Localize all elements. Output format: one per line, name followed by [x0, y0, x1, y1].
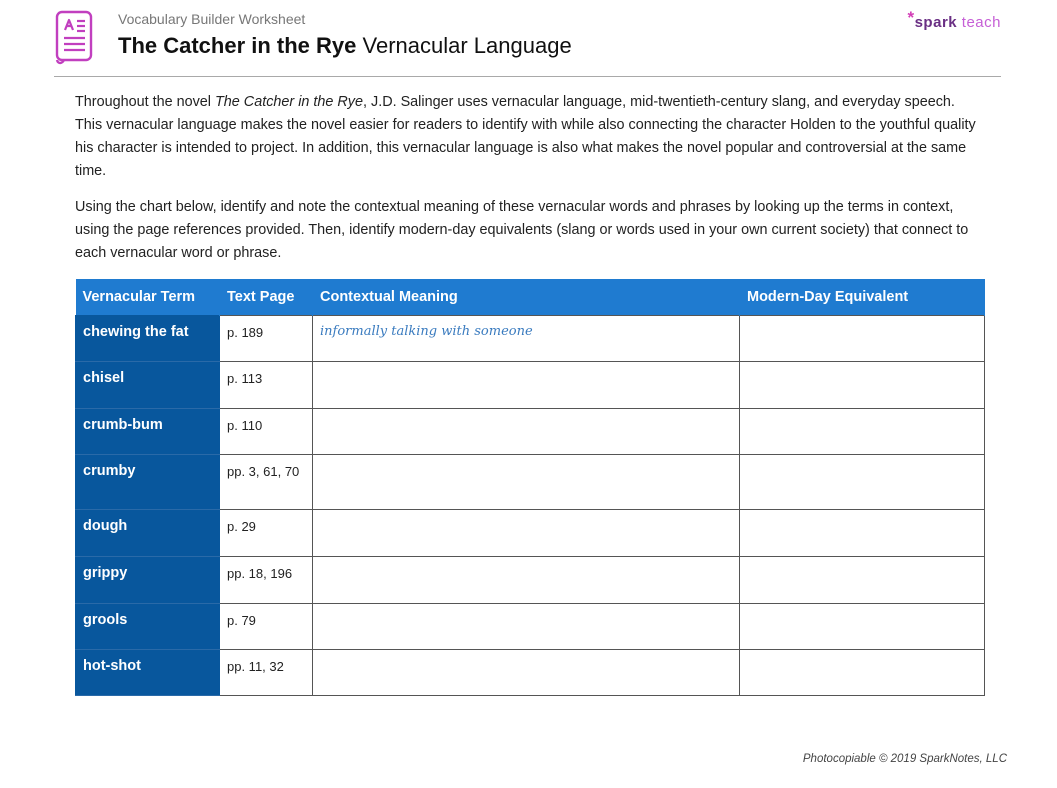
- meaning-cell[interactable]: [313, 455, 740, 510]
- title-suffix: Vernacular Language: [356, 33, 572, 58]
- brand-teach: teach: [961, 14, 1001, 31]
- worksheet-kicker: Vocabulary Builder Worksheet: [118, 11, 306, 27]
- table-row: [76, 409, 985, 455]
- brand-spark: spark: [914, 14, 958, 31]
- modern-cell[interactable]: [740, 316, 985, 362]
- table-row: [76, 362, 985, 409]
- header-text-page: Text Page: [220, 279, 313, 316]
- term-cell: chisel: [76, 362, 220, 409]
- intro-p1-rest: , J.D. Salinger uses vernacular language, mid-twentieth-century slang, and everyday speech. This vernacular language makes the novel easier for readers to identify with while also connecting the character Holden to the youthful quality his character is intended to project. In addition, this vernacular language is also what makes the novel popular and controversial at the same time.: [75, 94, 976, 179]
- page-cell: p. 189: [220, 316, 313, 362]
- modern-cell[interactable]: [740, 604, 985, 650]
- meaning-cell[interactable]: [313, 510, 740, 557]
- page-cell: pp. 3, 61, 70: [220, 455, 313, 510]
- page-title: [118, 33, 572, 59]
- meaning-cell[interactable]: [313, 409, 740, 455]
- meaning-cell[interactable]: [313, 362, 740, 409]
- page-cell: p. 110: [220, 409, 313, 455]
- vocabulary-table: [75, 279, 985, 696]
- header-contextual-meaning: Contextual Meaning: [313, 279, 740, 316]
- term-cell: crumb-bum: [76, 409, 220, 455]
- meaning-cell[interactable]: [313, 557, 740, 604]
- term-cell: hot-shot: [76, 650, 220, 696]
- table-row: [76, 650, 985, 696]
- modern-cell[interactable]: [740, 510, 985, 557]
- intro-paragraph-1: [75, 91, 985, 183]
- header-divider: [54, 76, 1001, 77]
- table-header-row: [76, 279, 985, 316]
- meaning-cell[interactable]: [313, 650, 740, 696]
- table-row: [76, 557, 985, 604]
- page-cell: p. 79: [220, 604, 313, 650]
- modern-cell[interactable]: [740, 650, 985, 696]
- page-cell: pp. 11, 32: [220, 650, 313, 696]
- page-cell: pp. 18, 196: [220, 557, 313, 604]
- page-cell: p. 29: [220, 510, 313, 557]
- table-row: [76, 455, 985, 510]
- meaning-cell[interactable]: informally talking with someone: [313, 316, 740, 362]
- intro-p1-start: Throughout the novel: [75, 94, 216, 110]
- brand-logo: [907, 8, 1001, 32]
- meaning-cell[interactable]: [313, 604, 740, 650]
- modern-cell[interactable]: [740, 557, 985, 604]
- term-cell: grippy: [76, 557, 220, 604]
- intro-paragraph-2: Using the chart below, identify and note the contextual meaning of these vernacular words and phrases by looking up the terms in context, using the page references provided. Then, identify modern-day equivalents (slang or words used in your own current society) that connect to each vernacular word or phrase.: [75, 199, 969, 261]
- page-cell: p. 113: [220, 362, 313, 409]
- term-cell: crumby: [76, 455, 220, 510]
- header-vernacular-term: Vernacular Term: [76, 279, 220, 316]
- term-cell: dough: [76, 510, 220, 557]
- intro-p1-book-title: The Catcher in the Rye: [215, 94, 363, 110]
- modern-cell[interactable]: [740, 409, 985, 455]
- term-cell: chewing the fat: [76, 316, 220, 362]
- modern-cell[interactable]: [740, 362, 985, 409]
- term-cell: grools: [76, 604, 220, 650]
- document-icon: [54, 10, 110, 66]
- table-row: [76, 510, 985, 557]
- brand-star: *: [907, 8, 915, 27]
- book-title: The Catcher in the Rye: [118, 33, 357, 58]
- modern-cell[interactable]: [740, 455, 985, 510]
- copyright-footer: Photocopiable © 2019 SparkNotes, LLC: [802, 753, 1007, 765]
- header-modern-equivalent: Modern-Day Equivalent: [740, 279, 985, 316]
- table-row: [76, 316, 985, 362]
- table-row: [76, 604, 985, 650]
